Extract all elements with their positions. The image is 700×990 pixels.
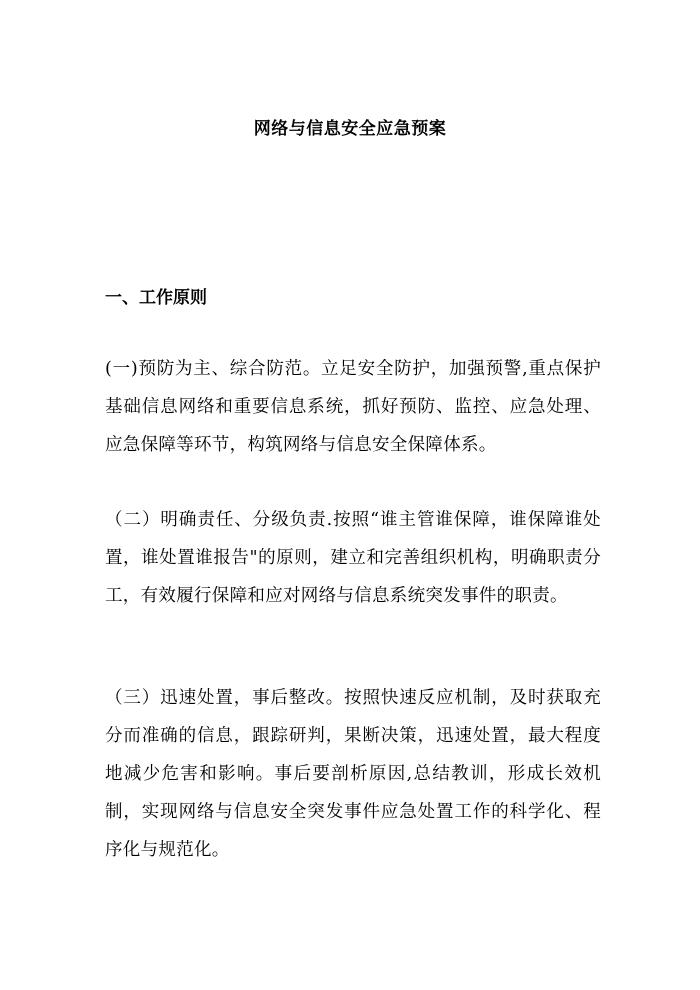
document-title: 网络与信息安全应急预案	[253, 119, 447, 139]
paragraph-1: (一)预防为主、综合防范。立足安全防护，加强预警,重点保护基础信息网络和重要信息系统，抓好预防、监控、应急处理、应急保障等环节，构筑网络与信息安全保障体系。	[105, 359, 601, 455]
section-heading: 一、工作原则	[105, 288, 207, 308]
paragraph-2: （二）明确责任、分级负责.按照“谁主管谁保障，谁保障谁处置，谁处置谁报告"的原则，建立和完善组织机构，明确职责分工，有效履行保障和应对网络与信息系统突发事件的职责。	[105, 510, 601, 606]
paragraph-3: （三）迅速处置，事后整改。按照快速反应机制，及时获取充分而准确的信息，跟踪研判，果断决策，迅速处置，最大程度地减少危害和影响。事后要剖析原因,总结教训，形成长效机制，实现网络与信息安全突发事件应急处置工作的科学化、程序化与规范化。	[105, 688, 601, 860]
